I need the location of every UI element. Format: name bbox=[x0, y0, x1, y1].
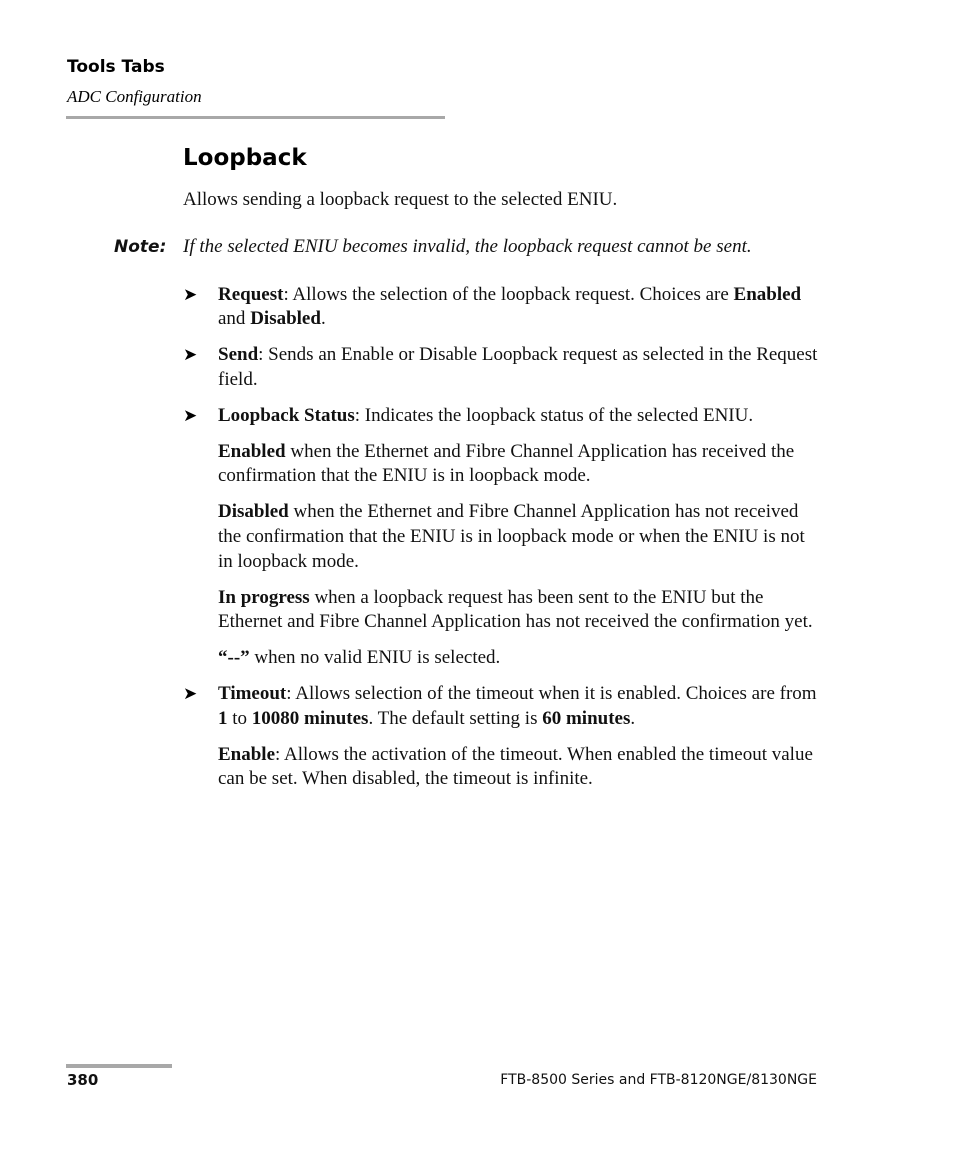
status-none: “--” when no valid ENIU is selected. bbox=[218, 647, 501, 669]
header-rule bbox=[66, 116, 445, 119]
timeout-enable: Enable: Allows the activation of the timeout. When enabled the timeout value can be set. When disabled, the timeout is infinite. bbox=[218, 743, 813, 790]
product-name: FTB-8500 Series and FTB-8120NGE/8130NGE bbox=[500, 1072, 817, 1088]
term-request: Request bbox=[218, 283, 284, 305]
running-header-subtitle: ADC Configuration bbox=[67, 87, 202, 106]
bullet-arrow-icon: ➤ bbox=[183, 683, 198, 703]
page-number: 380 bbox=[67, 1071, 99, 1089]
bullet-request: ➤ Request: Allows the selection of the loopback request. Choices are Enabled and Disabled. bbox=[183, 283, 802, 330]
bullet-timeout: ➤ Timeout: Allows selection of the timeout when it is enabled. Choices are from 1 to 10080 minutes. The default setting is 60 minutes. bbox=[183, 682, 817, 729]
running-header-title: Tools Tabs bbox=[67, 57, 165, 77]
term-loopback-status: Loopback Status bbox=[218, 404, 355, 426]
bullet-arrow-icon: ➤ bbox=[183, 405, 198, 425]
bullet-send: ➤ Send: Sends an Enable or Disable Loopback request as selected in the Request field. bbox=[183, 344, 818, 390]
note bbox=[114, 235, 823, 260]
bullet-arrow-icon: ➤ bbox=[183, 345, 198, 365]
section-body bbox=[114, 188, 823, 803]
term-timeout: Timeout bbox=[218, 682, 287, 704]
bullet-arrow-icon: ➤ bbox=[183, 284, 198, 304]
bullet-loopback-status: ➤ Loopback Status: Indicates the loopback status of the selected ENIU. bbox=[183, 404, 823, 429]
note-label: Note: bbox=[114, 236, 167, 257]
intro-paragraph: Allows sending a loopback request to the selected ENIU. bbox=[183, 189, 618, 210]
footer-rule bbox=[66, 1064, 172, 1068]
status-enabled: Enabled when the Ethernet and Fibre Channel Application has received the confirmation that the ENIU is in loopback mode. bbox=[218, 440, 795, 487]
status-in-progress: In progress when a loopback request has been sent to the ENIU but the Ethernet and Fibre Channel Application has not received the confirmation yet. bbox=[218, 586, 813, 633]
status-disabled: Disabled when the Ethernet and Fibre Channel Application has not received the confirmation that the ENIU is in loopback mode or when the ENIU is not in loopback mode. bbox=[218, 501, 805, 572]
note-text: If the selected ENIU becomes invalid, the loopback request cannot be sent. bbox=[183, 235, 752, 257]
section-title: Loopback bbox=[183, 145, 307, 171]
term-send: Send bbox=[218, 344, 259, 366]
